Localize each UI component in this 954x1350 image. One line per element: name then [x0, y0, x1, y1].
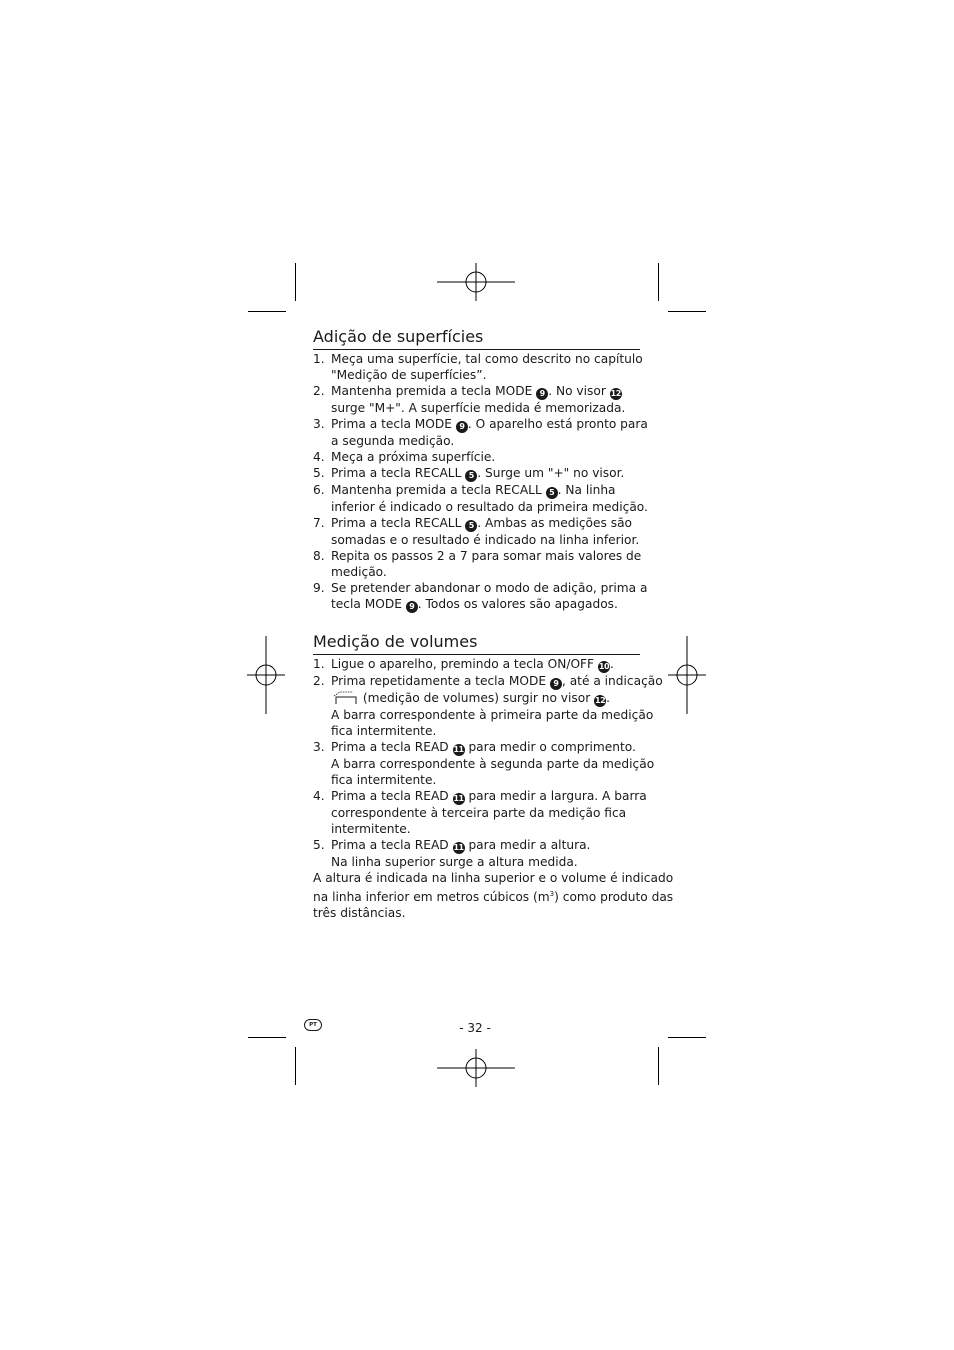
section-title-adicao: Adição de superfícies — [313, 326, 640, 350]
list-item: 6. Mantenha premida a tecla RECALL 5 . Na linha inferior é indicado o resultado da primeira medição. — [313, 483, 648, 514]
list-item: 4. Meça a próxima superfície. — [313, 450, 496, 464]
list-item: 5. Prima a tecla READ 11 para medir a altura. Na linha superior surge a altura medida. — [313, 838, 591, 869]
list-item: 5. Prima a tecla RECALL 5 . Surge um "+" no visor. — [313, 466, 625, 480]
page-number: - 32 - — [459, 1021, 491, 1035]
ref-number-icon: 11 — [453, 843, 464, 852]
ref-number-icon: 5 — [546, 487, 558, 499]
ref-number-icon: 9 — [536, 388, 548, 400]
page-content — [313, 326, 674, 921]
list-item: 8. Repita os passos 2 a 7 para somar mais valores de medição. — [313, 549, 642, 579]
ref-number-icon: 5 — [465, 520, 477, 532]
list-item: 1. Ligue o aparelho, premindo a tecla ON/OFF 10. — [313, 657, 614, 671]
crop-mark — [668, 311, 706, 312]
list-item: 1. Meça uma superfície, tal como descrito no capítulo "Medição de superfícies”. — [313, 352, 643, 382]
steps-list-adicao — [313, 351, 648, 613]
ref-number-icon: 10 — [598, 662, 610, 671]
volume-measure-icon — [331, 691, 359, 705]
steps-list-volumes — [313, 656, 663, 870]
list-item: 2. Prima repetidamente a tecla MODE 9 , até a indicação (medição de volumes) surgir no visor 12. A barra correspondente à primeira parte da medição fica intermitente. — [313, 674, 663, 738]
crop-mark — [248, 1037, 286, 1038]
section-title-volumes: Medição de volumes — [313, 631, 640, 655]
crop-mark — [658, 1047, 659, 1085]
crop-mark — [248, 311, 286, 312]
list-item: 3. Prima a tecla MODE 9 . O aparelho está pronto para a segunda medição. — [313, 417, 648, 448]
registration-mark-icon — [247, 636, 285, 714]
ref-number-icon: 9 — [406, 601, 418, 613]
ref-number-icon: 5 — [465, 470, 477, 482]
registration-mark-icon — [437, 1049, 515, 1087]
list-item: 7. Prima a tecla RECALL 5 . Ambas as medições são somadas e o resultado é indicado na linha inferior. — [313, 516, 640, 547]
list-item: 4. Prima a tecla READ 11 para medir a largura. A barra correspondente à terceira parte da medição fica intermitente. — [313, 789, 647, 836]
list-item: 3. Prima a tecla READ 11 para medir o comprimento. A barra correspondente à segunda parte da medição fica intermitente. — [313, 740, 655, 787]
registration-mark-icon — [437, 263, 515, 301]
ref-number-icon: 12 — [610, 389, 621, 398]
ref-number-icon: 11 — [453, 794, 464, 803]
list-item: 2. Mantenha premida a tecla MODE 9 . No visor 12 surge "M+". A superfície medida é memorizada. — [313, 384, 626, 415]
registration-mark-icon — [668, 636, 706, 714]
ref-number-icon: 12 — [595, 696, 606, 705]
ref-number-icon: 9 — [456, 421, 468, 433]
crop-mark — [295, 263, 296, 301]
closing-paragraph: A altura é indicada na linha superior e o volume é indicado na linha inferior em metros cúbicos $(m^3)$ como produto das três distâncias. — [313, 871, 674, 921]
crop-mark — [295, 1047, 296, 1085]
ref-number-icon: 11 — [453, 745, 464, 754]
language-badge: PT — [304, 1019, 322, 1031]
list-item: 9. Se pretender abandonar o modo de adição, prima a tecla MODE 9 . Todos os valores são apagados. — [313, 581, 648, 611]
crop-mark — [668, 1037, 706, 1038]
crop-mark — [658, 263, 659, 301]
ref-number-icon: 9 — [550, 678, 562, 690]
